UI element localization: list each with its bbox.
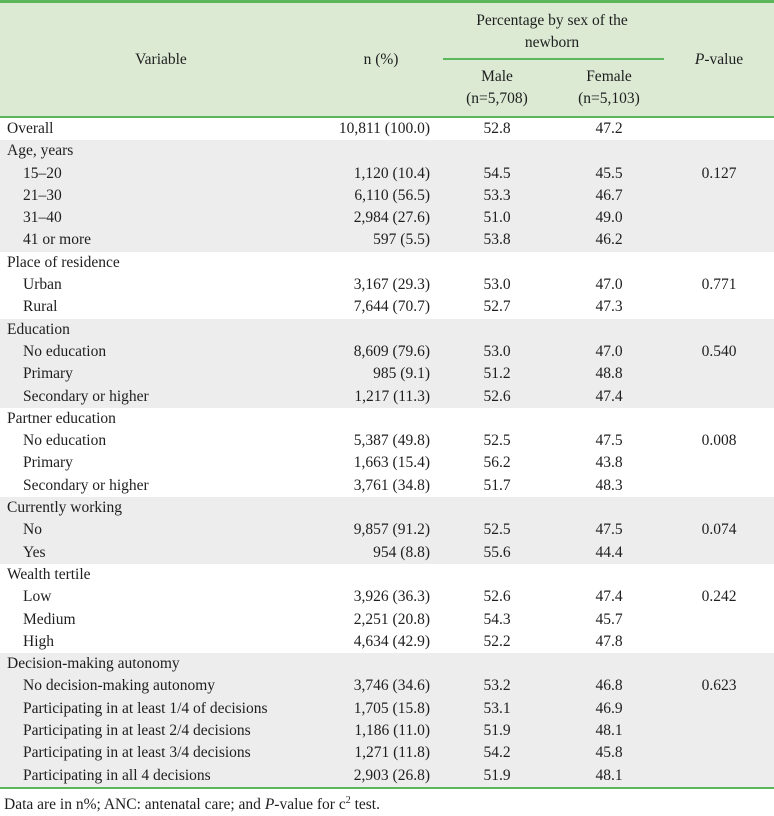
table-row (0, 586, 774, 608)
table-row (0, 475, 774, 497)
variable-cell: Partner education (7, 409, 116, 427)
table-row (0, 118, 774, 140)
female-pct-cell: 46.8 (595, 677, 623, 695)
col-header-male (440, 60, 554, 116)
male-pct-cell: 51.7 (483, 476, 511, 494)
col-header-n-pct (322, 3, 440, 116)
table-bottom-rule (0, 787, 774, 789)
male-pct-cell: 53.2 (483, 677, 511, 695)
variable-cell: Decision-making autonomy (7, 655, 180, 673)
table-row (0, 296, 774, 318)
male-pct-cell: 53.1 (483, 699, 511, 717)
p-value-cell: 0.127 (701, 164, 737, 182)
female-pct-cell: 46.7 (595, 186, 623, 204)
table-row (0, 430, 774, 452)
n-pct-cell: 4,634 (42.9) (353, 632, 430, 650)
variable-cell: No decision-making autonomy (23, 677, 215, 695)
table-row (0, 163, 774, 185)
p-value-cell: 0.242 (701, 588, 737, 606)
female-pct-cell: 48.1 (595, 766, 623, 784)
n-pct-cell: 1,186 (11.0) (354, 722, 430, 740)
variable-cell: Participating in all 4 decisions (23, 766, 211, 784)
table-group-row (0, 653, 774, 675)
variable-cell: Urban (23, 276, 62, 294)
col-header-n-pct-label: n (%) (363, 50, 399, 68)
n-pct-cell: 1,663 (15.4) (353, 454, 430, 472)
table-row (0, 207, 774, 229)
variable-cell: No education (23, 342, 107, 360)
male-pct-cell: 52.6 (483, 387, 511, 405)
male-pct-cell: 51.2 (483, 365, 511, 383)
female-pct-cell: 45.8 (595, 744, 623, 762)
male-count: (n=5,708) (466, 90, 528, 107)
variable-cell: Secondary or higher (23, 476, 149, 494)
table-group-row (0, 140, 774, 162)
col-header-sex-spanner (440, 3, 664, 116)
female-pct-cell: 47.5 (595, 521, 623, 539)
table-row (0, 363, 774, 385)
variable-cell: Medium (23, 610, 76, 628)
table-row (0, 631, 774, 653)
male-pct-cell: 54.5 (483, 164, 511, 182)
footnote-superscript: 2 (345, 794, 351, 806)
n-pct-cell: 1,120 (10.4) (353, 164, 430, 182)
male-pct-cell: 52.7 (483, 298, 511, 316)
variable-cell: Place of residence (7, 253, 120, 271)
table-group-row (0, 497, 774, 519)
female-pct-cell: 47.2 (595, 120, 623, 137)
female-pct-cell: 47.0 (595, 342, 623, 360)
variable-cell: Age, years (7, 142, 74, 160)
table-row (0, 452, 774, 474)
table-row (0, 609, 774, 631)
male-pct-cell: 52.8 (483, 120, 511, 137)
variable-cell: Participating in at least 3/4 decisions (23, 744, 251, 762)
female-pct-cell: 48.8 (595, 365, 623, 383)
n-pct-cell: 3,746 (34.6) (353, 677, 430, 695)
variable-cell: Overall (7, 120, 54, 137)
n-pct-cell: 1,271 (11.8) (354, 744, 430, 762)
n-pct-cell: 6,110 (56.5) (354, 186, 430, 204)
variable-cell: Currently working (7, 499, 122, 517)
male-pct-cell: 53.8 (483, 231, 511, 249)
footnote-text-3: test. (350, 795, 380, 813)
male-pct-cell: 52.5 (483, 432, 511, 450)
table-row (0, 229, 774, 251)
table-group-row (0, 408, 774, 430)
female-pct-cell: 47.8 (595, 632, 623, 650)
p-value-cell: 0.008 (701, 432, 737, 450)
male-pct-cell: 56.2 (483, 454, 511, 472)
variable-cell: Low (23, 588, 52, 606)
col-header-pvalue (664, 3, 774, 116)
table-group-row (0, 319, 774, 341)
variable-cell: Participating in at least 2/4 decisions (23, 722, 251, 740)
male-pct-cell: 52.2 (483, 632, 511, 650)
male-pct-cell: 51.9 (483, 766, 511, 784)
variable-cell: Secondary or higher (23, 387, 149, 405)
n-pct-cell: 2,984 (27.6) (353, 209, 430, 227)
footnote-text-2: -value for c (274, 795, 346, 813)
variable-cell: 21–30 (23, 186, 62, 204)
female-pct-cell: 47.3 (595, 298, 623, 316)
table-body (0, 118, 774, 787)
n-pct-cell: 3,167 (29.3) (353, 276, 430, 294)
table-row (0, 675, 774, 697)
spanner-subcolumns (440, 60, 664, 116)
table-group-row (0, 564, 774, 586)
n-pct-cell: 954 (8.8) (373, 543, 430, 561)
variable-cell: Participating in at least 1/4 of decisions (23, 699, 268, 717)
table-row (0, 698, 774, 720)
male-pct-cell: 54.2 (483, 744, 511, 762)
n-pct-cell: 985 (9.1) (373, 365, 430, 383)
male-pct-cell: 53.0 (483, 342, 511, 360)
n-pct-cell: 3,926 (36.3) (353, 588, 430, 606)
col-header-variable-label: Variable (135, 50, 187, 68)
male-pct-cell: 51.9 (483, 722, 511, 740)
n-pct-cell: 1,705 (15.8) (353, 699, 430, 717)
male-pct-cell: 52.6 (483, 588, 511, 606)
male-pct-cell: 54.3 (483, 610, 511, 628)
table-row (0, 542, 774, 564)
p-value-cell: 0.771 (701, 276, 737, 294)
spanner-title: Percentage by sex of the newborn (476, 11, 628, 51)
n-pct-cell: 597 (5.5) (373, 231, 430, 249)
p-value-cell: 0.623 (701, 677, 737, 695)
variable-cell: Rural (23, 298, 58, 316)
table-row (0, 519, 774, 541)
table-row (0, 742, 774, 764)
n-pct-cell: 1,217 (11.3) (354, 387, 430, 405)
female-pct-cell: 47.5 (595, 432, 623, 450)
n-pct-cell: 3,761 (34.8) (353, 476, 430, 494)
female-pct-cell: 47.0 (595, 276, 623, 294)
male-pct-cell: 53.3 (483, 186, 511, 204)
n-pct-cell: 2,251 (20.8) (353, 610, 430, 628)
n-pct-cell: 9,857 (91.2) (353, 521, 430, 539)
variable-cell: No (23, 521, 42, 539)
female-pct-cell: 45.7 (595, 610, 623, 628)
variable-cell: Wealth tertile (7, 565, 91, 583)
variable-cell: High (23, 632, 54, 650)
variable-cell: No education (23, 432, 107, 450)
variable-cell: Primary (23, 365, 73, 383)
col-header-pvalue-label: P-value (694, 50, 744, 68)
table-row (0, 765, 774, 787)
p-value-cell: 0.540 (701, 342, 737, 360)
male-pct-cell: 52.5 (483, 521, 511, 539)
female-pct-cell: 48.3 (595, 476, 623, 494)
variable-cell: 41 or more (23, 231, 92, 249)
variable-cell: Yes (23, 543, 46, 561)
col-header-female (554, 60, 664, 116)
table-row (0, 720, 774, 742)
female-pct-cell: 48.1 (595, 722, 623, 740)
variable-cell: Education (7, 320, 70, 338)
p-value-cell: 0.074 (701, 521, 737, 539)
variable-cell: 31–40 (23, 209, 62, 227)
female-pct-cell: 46.9 (595, 699, 623, 717)
male-pct-cell: 55.6 (483, 543, 511, 561)
table-group-row (0, 252, 774, 274)
male-pct-cell: 53.0 (483, 276, 511, 294)
table-row (0, 185, 774, 207)
table-footnote (0, 795, 774, 815)
variable-cell: 15–20 (23, 164, 62, 182)
female-pct-cell: 45.5 (595, 164, 623, 182)
female-label: Female (586, 68, 632, 85)
male-pct-cell: 51.0 (483, 209, 511, 227)
n-pct-cell: 2,903 (26.8) (353, 766, 430, 784)
table-row (0, 386, 774, 408)
footnote-text-1: Data are in n%; ANC: antenatal care; and (4, 795, 265, 813)
female-pct-cell: 49.0 (595, 209, 623, 227)
table-header (0, 0, 774, 118)
n-pct-cell: 10,811 (100.0) (338, 120, 430, 137)
table-row (0, 274, 774, 296)
n-pct-cell: 7,644 (70.7) (353, 298, 430, 316)
table-row (0, 341, 774, 363)
col-header-variable (0, 3, 322, 116)
female-pct-cell: 47.4 (595, 588, 623, 606)
male-label: Male (481, 68, 513, 85)
female-pct-cell: 46.2 (595, 231, 623, 249)
female-pct-cell: 47.4 (595, 387, 623, 405)
female-pct-cell: 43.8 (595, 454, 623, 472)
variable-cell: Primary (23, 454, 73, 472)
n-pct-cell: 5,387 (49.8) (353, 432, 430, 450)
female-pct-cell: 44.4 (595, 543, 623, 561)
footnote-p-italic: P (264, 795, 275, 813)
n-pct-cell: 8,609 (79.6) (353, 342, 430, 360)
female-count: (n=5,103) (578, 90, 640, 107)
